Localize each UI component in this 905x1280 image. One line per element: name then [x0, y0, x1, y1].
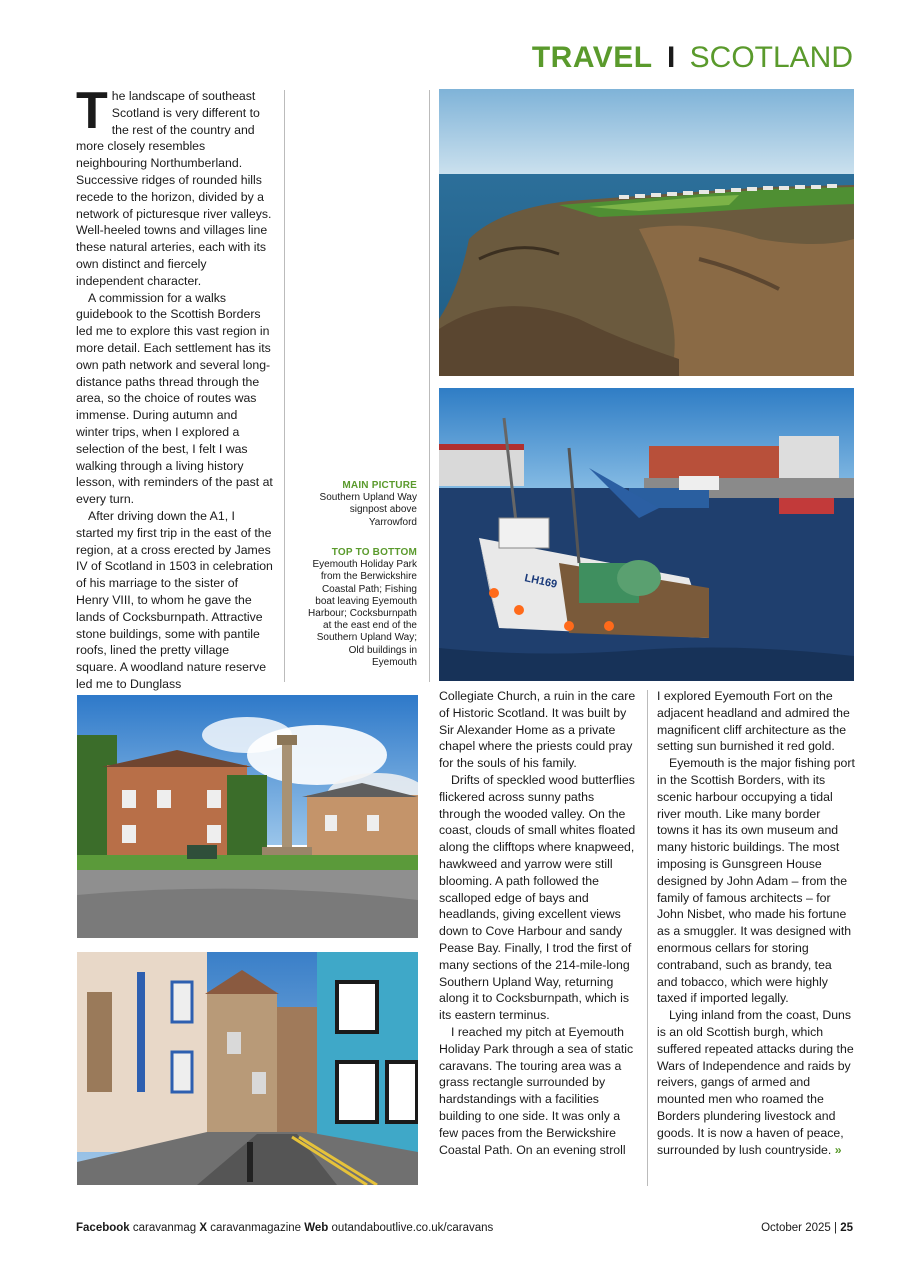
header-separator: I — [666, 41, 676, 74]
caption-list — [307, 547, 417, 669]
article-column-2 — [439, 688, 639, 1158]
footer-social — [76, 1222, 493, 1234]
article-column-3 — [657, 688, 855, 1158]
web-label: Web — [304, 1222, 329, 1234]
caption-text: Eyemouth Holiday Park from the Berwickshire Coastal Path; Fishing boat leaving Eyemouth Harbour; Cocksburnpath at the east end of the Southern Upland Way; Old buildings in Eyemouth — [308, 559, 417, 668]
caption-main — [307, 480, 417, 529]
web-link[interactable]: outandaboutlive.co.uk/caravans — [331, 1222, 494, 1234]
article-paragraph: A commission for a walks guidebook to the Scottish Borders led me to explore this vast region in more detail. Each settlement has its own path network and several long-distance paths thread through the area, so the choice of routes was immense. During autumn and winter trips, when I explored a selection of the best, I felt I was walking through a living history lesson, with reminders of the past at every turn. — [76, 290, 273, 507]
column-rule — [647, 690, 648, 1186]
section-title: TRAVEL — [531, 41, 653, 74]
paragraph-text: he landscape of southeast Scotland is very different to the rest of the country and more closely resembles neighbouring Northumberland. Successive ridges of rounded hills recede to the horizon, divided by a network of picturesque river valleys. Well-heeled towns and villages line these natural arteries, each with its own distinct and fiercely independent character. — [76, 89, 272, 288]
article-column-1 — [76, 82, 273, 693]
article-paragraph — [657, 1007, 855, 1158]
column-rule — [284, 90, 285, 682]
article-paragraph: I reached my pitch at Eyemouth Holiday Park through a sea of static caravans. The touring area was a grass rectangle surrounded by hardstandings with a facilities building to one side. It was only a few paces from the Berwickshire Coastal Path. On an evening stroll — [439, 1024, 634, 1157]
article-paragraph: After driving down the A1, I started my first trip in the east of the region, at a cross erected by James IV of Scotland in 1503 in celebration of his marriage to the sister of Henry VIII, to whom he gave the lands of Cocksburnpath. Attractive stone buildings, some with pantile roofs, lined the pretty village square. A woodland nature reserve led me to Dunglass — [76, 508, 273, 691]
facebook-handle[interactable]: caravanmag — [132, 1222, 197, 1234]
caption-title: TOP TO BOTTOM — [331, 547, 417, 558]
paragraph-text: Lying inland from the coast, Duns is an old Scottish burgh, which suffered repeated attacks during the Wars of Independence and raids by reivers, gangs of armed and mounted men who roamed the Borders plundering livestock and goods. It is now a haven of peace, surrounded by lush countryside. — [657, 1008, 854, 1157]
article-paragraph: Collegiate Church, a ruin in the care of Historic Scotland. It was built by Sir Alexander Home as a private chapel where the priests could pray for the souls of his family. — [439, 689, 636, 771]
article-paragraph — [76, 82, 273, 290]
photo-cocksburnpath-cross — [77, 695, 418, 938]
article-paragraph: Eyemouth is the major fishing port in the Scottish Borders, with its scenic harbour occupying a tidal river mouth. Like many border towns it has its own museum and many historic buildings. The most imposing is Gunsgreen House designed by John Adam – from the family of famous architects – for John Nisbet, who made his fortune as a smuggler. It was designed with enormous cellars for storing contraband, such as brandy, tea and tobacco, which were highly taxed if imported legally. — [657, 756, 855, 1006]
page-number: 25 — [840, 1222, 853, 1234]
x-label: X — [199, 1222, 208, 1234]
caption-title: MAIN PICTURE — [342, 480, 417, 491]
issue-date: October 2025 — [761, 1222, 831, 1234]
footer-folio — [761, 1222, 853, 1234]
boat-registration: LH169 — [523, 572, 559, 591]
photo-fishing-boat — [439, 388, 854, 681]
caption-text: Southern Upland Way signpost above Yarrowford — [319, 492, 417, 528]
photo-eyemouth-holiday-park — [439, 89, 854, 376]
section-subtitle: SCOTLAND — [689, 41, 853, 74]
folio-separator: | — [834, 1222, 837, 1234]
article-paragraph: Drifts of speckled wood butterflies flickered across sunny paths through the wooded valley. On the coast, clouds of small whites floated along the clifftops where knapweed, hawkweed and yarrow were still blooming. A path followed the scalloped edge of bays and headlands, giving excellent views down to Cove Harbour and sandy Pease Bay. Finally, I trod the first of many sections of the 214-mile-long Southern Upland Way, returning along it to Cocksburnpath, which is its eastern terminus. — [439, 772, 636, 1023]
section-header — [532, 40, 853, 76]
article-paragraph: I explored Eyemouth Fort on the adjacent headland and admired the magnificent cliff architecture as the setting sun burnished it red gold. — [657, 689, 850, 754]
facebook-label: Facebook — [76, 1222, 130, 1234]
x-handle[interactable]: caravanmagazine — [210, 1222, 302, 1234]
column-rule — [429, 90, 430, 682]
end-of-page-arrow-icon: » — [834, 1142, 842, 1157]
drop-cap: T — [76, 82, 108, 140]
photo-eyemouth-street — [77, 952, 418, 1185]
